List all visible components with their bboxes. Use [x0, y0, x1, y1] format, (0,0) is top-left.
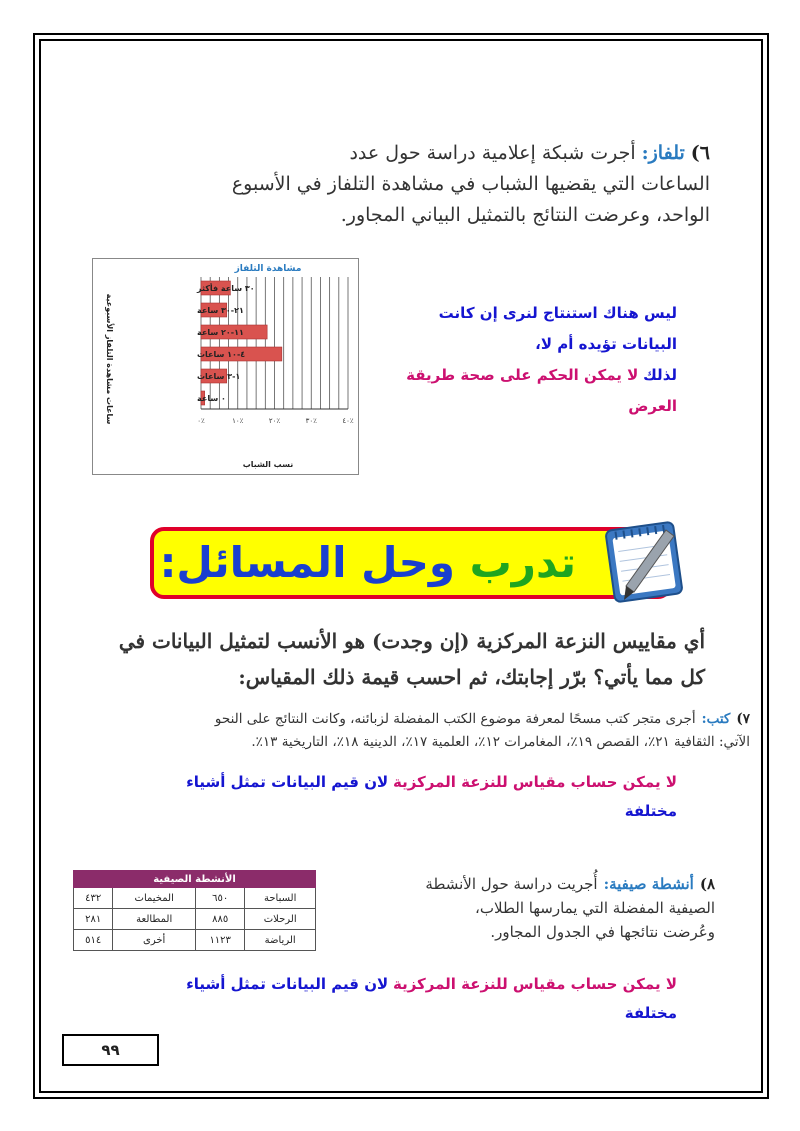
chart-category-labels — [196, 283, 255, 403]
question-keyword: كتب: — [701, 711, 731, 727]
table-cell: الرحلات — [245, 909, 316, 930]
table-cell: الرياضة — [245, 930, 316, 951]
table-row — [74, 930, 316, 951]
answer-7 — [117, 768, 677, 826]
answer-line: مختلفة — [624, 1004, 677, 1022]
table-cell: أخرى — [113, 930, 196, 951]
chart-category-label: ١-٣ ساعات — [197, 372, 241, 381]
table-cell: ٨٨٥ — [196, 909, 245, 930]
question-number: ٧) — [736, 711, 750, 727]
answer-text: لا يمكن حساب مقياس للنزعة المركزية — [392, 773, 677, 791]
chart-category-label: ٤-١٠ ساعات — [197, 350, 246, 359]
chart-x-tick-label: ٪٤٠ — [342, 417, 354, 425]
notepad-pen-icon — [596, 516, 688, 606]
question-text-line: أجرى متجر كتب مسحًا لمعرفة موضوع الكتب المفضلة لزبائنه، وكانت النتائج على النحو — [214, 711, 696, 727]
chart-category-label: ٠ ساعة — [197, 394, 226, 403]
question-text-line: الآتي: الثقافية ٢١٪، القصص ١٩٪، المغامرات ١٢٪، العلمية ١٧٪، الدينية ١٨٪، التاريخية ١٣٪. — [251, 734, 750, 750]
chart-x-ticks — [197, 417, 354, 425]
chart-category-label: ٢١-٣٠ ساعة — [197, 306, 244, 315]
page-number: ٩٩ — [62, 1034, 159, 1066]
chart-svg — [93, 259, 358, 474]
answer-6 — [387, 298, 677, 422]
table-cell: ٤٣٢ — [74, 888, 113, 909]
question-6 — [150, 138, 710, 231]
instruction-line: أي مقاييس النزعة المركزية (إن وجدت) هو الأنسب لتمثيل البيانات في — [118, 629, 705, 653]
table-cell: المخيمات — [113, 888, 196, 909]
answer-text: لان قيم البيانات تمثل أشياء — [186, 773, 389, 791]
question-7 — [30, 708, 750, 754]
chart-x-tick-label: ٪١٠ — [232, 417, 244, 425]
summer-activities-table — [73, 870, 316, 951]
question-text-line: وعُرضت نتائجها في الجدول المجاور. — [490, 923, 715, 941]
answer-line: مختلفة — [624, 802, 677, 820]
question-keyword: أنشطة صيفية: — [603, 875, 694, 893]
answer-line: البيانات تؤيده أم لا، — [535, 335, 677, 353]
table-cell: ٦٥٠ — [196, 888, 245, 909]
answer-text: لان قيم البيانات تمثل أشياء — [186, 975, 389, 993]
table-row — [74, 888, 316, 909]
table-title: الأنشطة الصيفية — [74, 871, 316, 888]
chart-bars — [201, 281, 282, 405]
chart-category-label: ٣٠ ساعة فأكثر — [197, 284, 255, 293]
question-keyword: تلفاز: — [641, 142, 685, 164]
table-row — [74, 909, 316, 930]
chart-title: مشاهدة التلفاز — [234, 264, 302, 274]
answer-text: لا يمكن حساب مقياس للنزعة المركزية — [392, 975, 677, 993]
banner-word-practice: تدرب — [469, 538, 576, 587]
answer-text: لذلك — [643, 366, 677, 384]
question-number: ٦) — [690, 142, 710, 164]
chart-x-tick-label: ٪٠ — [197, 417, 205, 425]
answer-line: ليس هناك استنتاج لنرى إن كانت — [438, 304, 677, 322]
chart-x-tick-label: ٪٢٠ — [268, 417, 281, 425]
chart-x-tick-label: ٪٣٠ — [305, 417, 317, 425]
table-cell: ١١٢٣ — [196, 930, 245, 951]
instruction-line: كل مما يأتي؟ برّر إجابتك، ثم احسب قيمة ذلك المقياس: — [238, 665, 705, 689]
question-text-line: الواحد، وعرضت النتائج بالتمثيل البياني المجاور. — [340, 204, 710, 226]
tv-watching-chart — [92, 258, 359, 475]
question-text-line: الصيفية المفضلة التي يمارسها الطلاب، — [475, 899, 715, 917]
practice-banner — [150, 527, 672, 599]
answer-8 — [117, 970, 677, 1028]
question-number: ٨) — [699, 875, 715, 893]
answer-line: العرض — [628, 397, 677, 415]
table-cell: ٥١٤ — [74, 930, 113, 951]
table-cell: المطالعة — [113, 909, 196, 930]
table-cell: السباحة — [245, 888, 316, 909]
question-8 — [365, 872, 715, 944]
question-text-line: الساعات التي يقضيها الشباب في مشاهدة التلفاز في الأسبوع — [231, 173, 710, 195]
answer-text: لا يمكن الحكم على صحة طريقة — [406, 366, 639, 384]
question-text-line: أجرت شبكة إعلامية دراسة حول عدد — [349, 142, 636, 164]
instructions — [95, 623, 705, 695]
chart-xlabel: نسب الشباب — [242, 460, 294, 469]
chart-ylabel: ساعات مشاهدة التلفاز الأسبوعية — [105, 293, 114, 425]
question-text-line: أُجريت دراسة حول الأنشطة — [425, 875, 598, 893]
chart-category-label: ١١-٢٠ ساعة — [197, 328, 244, 337]
chart-grid — [201, 277, 348, 409]
banner-word-solve: وحل المسائل: — [159, 538, 455, 587]
table-cell: ٢٨١ — [74, 909, 113, 930]
